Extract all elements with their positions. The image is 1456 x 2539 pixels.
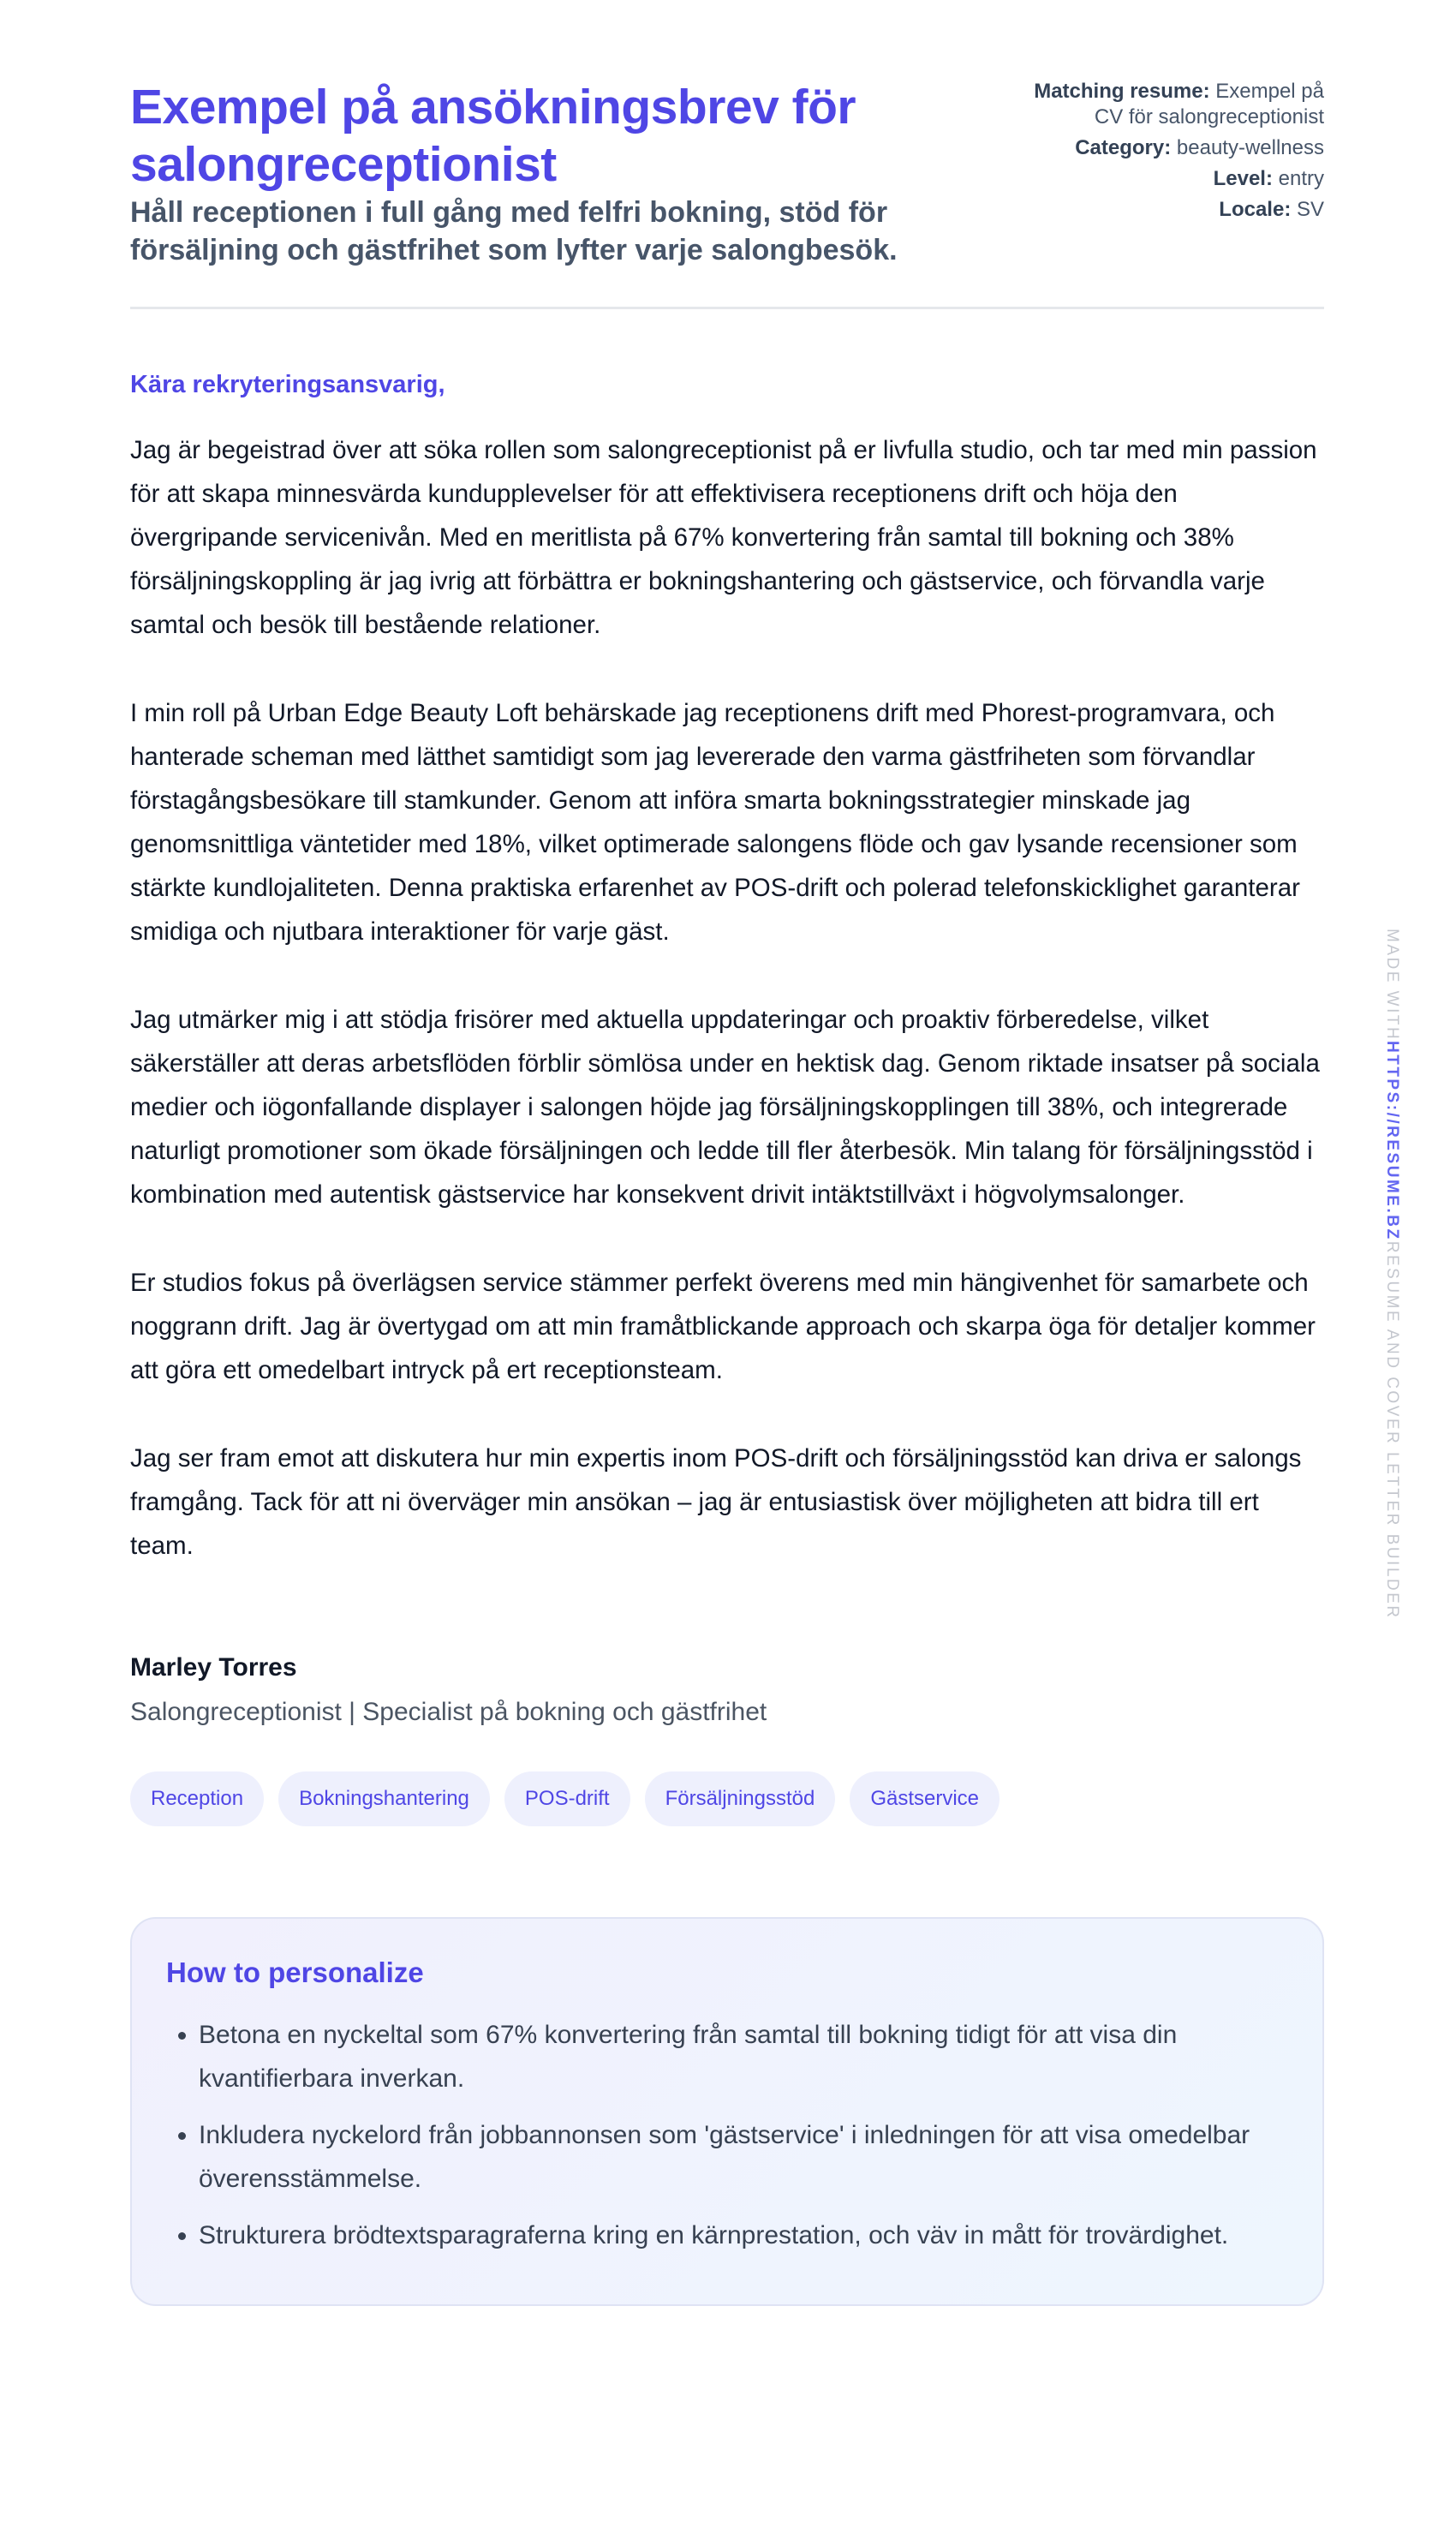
title-block: [130, 79, 1004, 269]
skill-tag: Försäljningsstöd: [645, 1771, 836, 1826]
watermark-link[interactable]: HTTPS://RESUME.BZ: [1383, 1041, 1401, 1241]
tip-item: • Strukturera brödtextsparagraferna kring en kärnprestation, och väv in mått för trovärdighet.: [199, 2213, 1288, 2257]
meta-matching-resume: Matching resume: Exempel på CV för salongreceptionist: [1034, 80, 1324, 128]
letter-paragraph: Jag ser fram emot att diskutera hur min expertis inom POS-drift och försäljningsstöd kan driva er salongs framgång. Tack för att ni överväger min ansökan – jag är entusiastisk över möjligheten att bidra till ert team.: [130, 1444, 1302, 1560]
personalize-box: [130, 1917, 1324, 2306]
header: [130, 79, 1324, 309]
tips-list: [166, 2013, 1288, 2257]
skill-tag: Gästservice: [850, 1771, 1000, 1826]
tip-item: • Betona en nyckeltal som 67% konvertering från samtal till bokning tidigt för att visa din kvantifierbara inverkan.: [199, 2013, 1288, 2100]
page-subtitle: Håll receptionen i full gång med felfri bokning, stöd för försäljning och gästfrihet som lyfter varje salongbesök.: [130, 196, 898, 266]
skill-tags: [130, 1771, 1324, 1826]
letter-paragraph: Jag utmärker mig i att stödja frisörer med aktuella uppdateringar och proaktiv förberedelse, vilket säkerställer att deras arbetsflöden förblir sömlösa under en hektisk dag. Genom riktade insatser på sociala medier och iögonfallande displayer i salongen höjde jag försäljningskopplingen till 38%, och integrerade naturligt promotioner som ökade försäljningen och ledde till fler återbesök. Min talang för försäljningsstöd i kombination med autentisk gästservice har konsekvent drivit intäktstillväxt i högvolymsalonger.: [130, 1006, 1320, 1209]
page-title: Exempel på ansökningsbrev för salongreceptionist: [130, 80, 856, 192]
letter-paragraph: Jag är begeistrad över att söka rollen som salongreceptionist på er livfulla studio, och tar med min passion för att skapa minnesvärda kundupplevelser för att effektivisera receptionens drift och höja den övergripande servicenivån. Med en meritlista på 67% konvertering från samtal till bokning och 38% försäljningskoppling är jag ivrig att förbättra er bokningshantering och gästservice, och förvandla varje samtal och besök till bestående relationer.: [130, 436, 1317, 639]
meta-locale: Locale: SV: [1219, 198, 1324, 221]
tip-item: • Inkludera nyckelord från jobbannonsen som 'gästservice' i inledningen för att visa omedelbar överensstämmelse.: [199, 2113, 1288, 2201]
cover-letter-page: [130, 79, 1324, 2306]
skill-tag: Reception: [130, 1771, 264, 1826]
signature-name: Marley Torres: [130, 1653, 297, 1682]
greeting: Kära rekryteringsansvarig,: [130, 371, 445, 398]
letter-paragraph: I min roll på Urban Edge Beauty Loft behärskade jag receptionens drift med Phorest-programvara, och hanterade scheman med lätthet samtidigt som jag levererade den varma gästfriheten som förvandlar förstagångsbesökare till stamkunder. Genom att införa smarta bokningsstrategier minskade jag genomsnittliga väntetider med 18%, vilket optimerade salongens flöde och gav lysande recensioner som stärkte kundlojaliteten. Denna praktiska erfarenhet av POS-drift och polerad telefonskicklighet garanterar smidiga och njutbara interaktioner för varje gäst.: [130, 699, 1300, 946]
skill-tag: Bokningshantering: [278, 1771, 490, 1826]
watermark: MADE WITHHTTPS://RESUME.BZRESUME AND COVER LETTER BUILDER: [1383, 929, 1401, 1620]
meta-info: [1033, 79, 1324, 228]
personalize-heading: How to personalize: [166, 1957, 424, 1988]
meta-level: Level: entry: [1213, 167, 1324, 190]
signature-title: Salongreceptionist | Specialist på bokning och gästfrihet: [130, 1698, 767, 1726]
skill-tag: POS-drift: [504, 1771, 630, 1826]
letter-paragraph: Er studios fokus på överlägsen service stämmer perfekt överens med min hängivenhet för samarbete och noggrann drift. Jag är övertygad om att min framåtblickande approach och skarpa öga för detaljer kommer att göra ett omedelbart intryck på ert receptionsteam.: [130, 1269, 1316, 1384]
meta-category: Category: beauty-wellness: [1075, 136, 1324, 159]
